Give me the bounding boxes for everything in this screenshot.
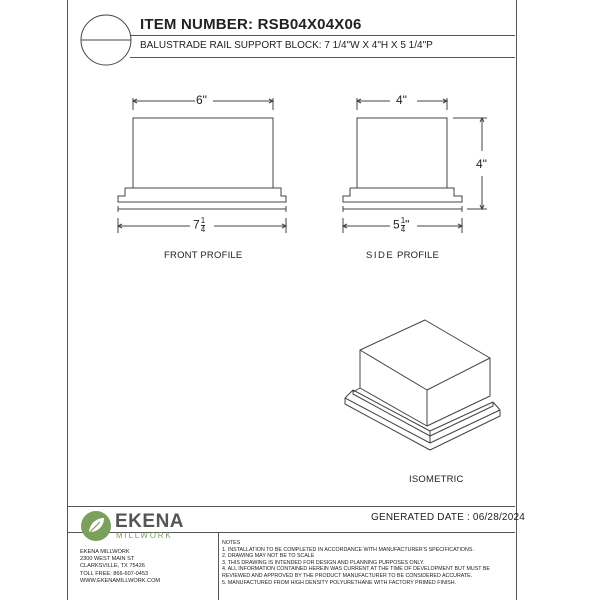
- address-line: TOLL FREE: 866-607-0453: [80, 570, 149, 577]
- note-item: 4. ALL INFORMATION CONTAINED HEREIN WAS CURRENT AT THE TIME OF DEVELOPMENT BUT MUST BE: [222, 566, 490, 573]
- company-address: [80, 549, 160, 585]
- side-bottom-dimension: [393, 217, 409, 234]
- front-frac-den: 4: [200, 225, 206, 234]
- side-frac-den: 4: [400, 225, 406, 234]
- ekena-leaf-logo: [80, 510, 112, 542]
- item-description: BALUSTRADE RAIL SUPPORT BLOCK: 7 1/4"W X 4"H X 5 1/4"P: [140, 40, 433, 51]
- footer-divider: [218, 532, 219, 600]
- side-label-profile: PROFILE: [397, 250, 440, 261]
- isometric-label: ISOMETRIC: [409, 474, 464, 485]
- front-bottom-dimension: [193, 217, 205, 234]
- note-item: REVIEWED AND APPROVED BY THE PRODUCT MANUFACTURER TO BE CONSIDERED ACCURATE.: [222, 572, 473, 579]
- side-bottom-suffix: ": [405, 217, 410, 232]
- side-height-dimension: 4": [476, 157, 487, 171]
- side-profile-drawing: [335, 88, 495, 238]
- generated-date: GENERATED DATE : 06/28/2024: [371, 512, 525, 523]
- notes-title: NOTES: [222, 540, 241, 546]
- front-bottom-whole: 7: [193, 217, 200, 232]
- isometric-drawing: [335, 310, 515, 460]
- note-item: 1. INSTALLATION TO BE COMPLETED IN ACCORDANCE WITH MANUFACTURER'S SPECIFICATIONS.: [222, 546, 474, 553]
- brand-sub: MILLWORK: [116, 531, 173, 540]
- footer-rule-top: [67, 506, 515, 507]
- note-item: 3. THIS DRAWING IS INTENDED FOR DESIGN AND PLANNING PURPOSES ONLY.: [222, 559, 425, 566]
- side-bottom-whole: 5: [393, 217, 400, 232]
- side-top-dimension: 4": [396, 93, 407, 107]
- header-rule-top: [130, 35, 515, 36]
- front-bottom-fraction: [201, 217, 205, 234]
- side-profile-label: [366, 250, 439, 261]
- front-profile-drawing: [110, 88, 300, 238]
- side-frac-num: 1: [400, 216, 406, 225]
- header-rule-bottom: [130, 57, 515, 58]
- address-line: EKENA MILLWORK: [80, 549, 130, 555]
- side-label-side: SIDE: [366, 250, 395, 261]
- address-line: 2300 WEST MAIN ST: [80, 556, 135, 563]
- brand-name: EKENA: [115, 511, 185, 532]
- item-number: ITEM NUMBER: RSB04X04X06: [140, 16, 362, 33]
- address-line: WWW.EKENAMILLWORK.COM: [80, 577, 161, 584]
- notes-block: [222, 540, 490, 586]
- front-frac-num: 1: [200, 216, 206, 225]
- front-top-dimension: 6": [196, 93, 207, 107]
- address-line: CLARKSVILLE, TX 75426: [80, 563, 145, 570]
- front-profile-label: FRONT PROFILE: [164, 250, 243, 261]
- note-item: 5. MANUFACTURED FROM HIGH DENSITY POLYURETHANE WITH FACTORY PRIMED FINISH.: [222, 579, 457, 586]
- note-item: 2. DRAWING MAY NOT BE TO SCALE: [222, 553, 315, 560]
- title-circle: [78, 12, 134, 68]
